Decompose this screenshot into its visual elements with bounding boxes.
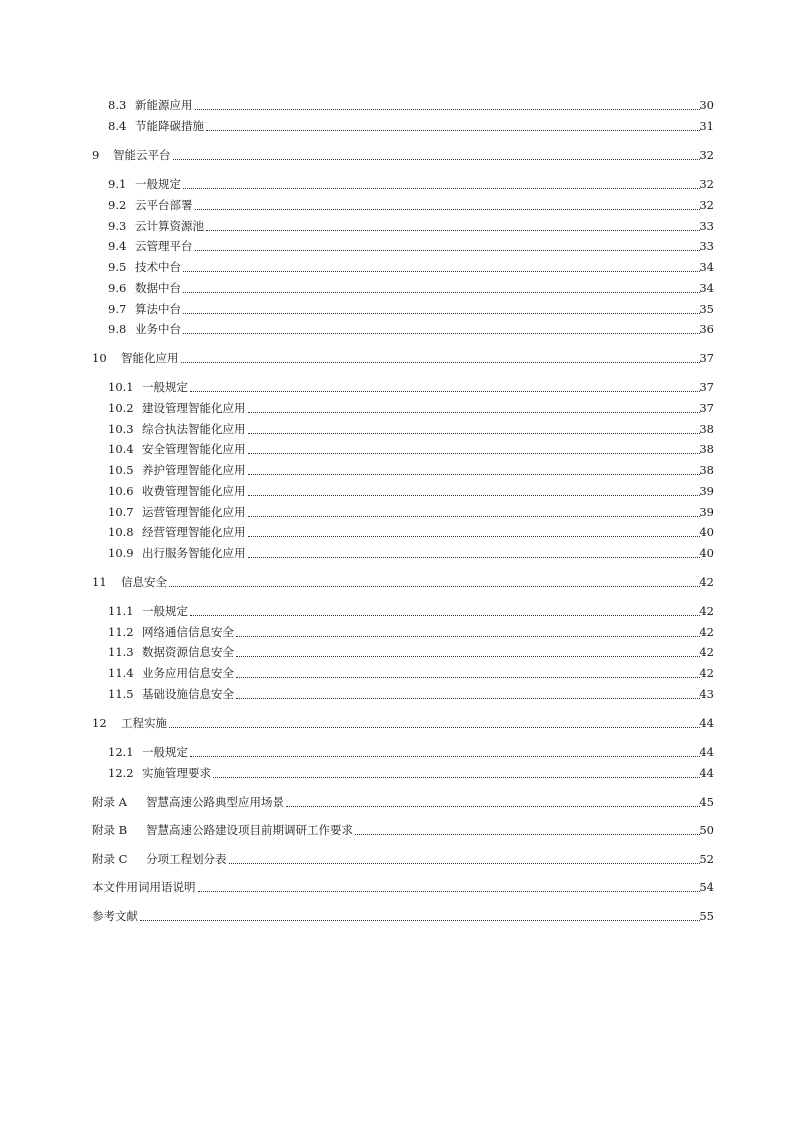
toc-entry-page-number: 38 [699, 442, 714, 456]
toc-entry-page-number: 34 [699, 281, 714, 295]
toc-entry-title: 智慧高速公路建设项目前期调研工作要求 [146, 823, 353, 837]
toc-dot-leader [248, 503, 700, 517]
toc-dot-leader [169, 714, 700, 728]
toc-entry-number: 附录 B [92, 823, 128, 837]
toc-entry-title: 综合执法智能化应用 [142, 422, 246, 436]
toc-entry-page-number: 37 [699, 401, 714, 415]
toc-entry-number: 10.2 [108, 401, 134, 415]
toc-entry-page-number: 34 [699, 260, 714, 274]
toc-entry-page-number: 44 [699, 716, 714, 730]
toc-entry-title: 算法中台 [135, 302, 181, 316]
toc-entry[interactable] [0, 482, 793, 500]
toc-entry[interactable] [0, 461, 793, 479]
toc-entry[interactable] [0, 573, 793, 591]
toc-entry-page-number: 42 [699, 666, 714, 680]
toc-entry[interactable] [0, 544, 793, 562]
toc-entry[interactable] [0, 399, 793, 417]
toc-entry-number: 11.2 [108, 625, 134, 639]
toc-entry[interactable] [0, 237, 793, 255]
toc-entry-page-number: 32 [699, 198, 714, 212]
toc-entry-title: 数据中台 [135, 281, 181, 295]
toc-dot-leader [183, 320, 700, 334]
toc-entry-title: 节能降碳措施 [135, 119, 204, 133]
toc-entry-title: 智慧高速公路典型应用场景 [146, 795, 284, 809]
toc-entry-title: 云管理平台 [135, 239, 193, 253]
toc-dot-leader [248, 399, 700, 413]
toc-entry-page-number: 42 [699, 645, 714, 659]
toc-entry[interactable] [0, 258, 793, 276]
toc-entry-number: 9.6 [108, 281, 127, 295]
toc-dot-leader [183, 175, 700, 189]
toc-entry-title: 信息安全 [121, 575, 167, 589]
toc-entry[interactable] [0, 743, 793, 761]
toc-entry-number: 11.1 [108, 604, 134, 618]
toc-entry-title: 业务应用信息安全 [142, 666, 234, 680]
toc-entry-number: 12 [92, 716, 107, 730]
toc-entry[interactable] [0, 117, 793, 135]
toc-entry-page-number: 42 [699, 575, 714, 589]
toc-entry-title: 网络通信信息安全 [142, 625, 234, 639]
toc-entry-page-number: 45 [699, 795, 714, 809]
toc-dot-leader [206, 117, 700, 131]
toc-entry-title: 分项工程划分表 [146, 852, 227, 866]
toc-entry-title: 收费管理智能化应用 [142, 484, 246, 498]
toc-entry-page-number: 39 [699, 505, 714, 519]
toc-entry-number: 9.8 [108, 322, 127, 336]
toc-entry-page-number: 30 [699, 98, 714, 112]
toc-entry-page-number: 42 [699, 625, 714, 639]
toc-dot-leader [198, 878, 700, 892]
toc-entry-page-number: 33 [699, 219, 714, 233]
toc-dot-leader [248, 420, 700, 434]
toc-dot-leader [140, 907, 700, 921]
toc-entry-title: 云计算资源池 [135, 219, 204, 233]
toc-dot-leader [248, 482, 700, 496]
toc-entry-page-number: 55 [699, 909, 714, 923]
toc-entry[interactable] [0, 349, 793, 367]
toc-dot-leader [248, 461, 700, 475]
toc-entry-number: 11.3 [108, 645, 134, 659]
toc-entry-title: 工程实施 [121, 716, 167, 730]
toc-entry-page-number: 54 [699, 880, 714, 894]
toc-entry[interactable] [0, 440, 793, 458]
toc-entry-number: 9.5 [108, 260, 127, 274]
toc-entry-title: 参考文献 [92, 909, 138, 923]
toc-entry-title: 安全管理智能化应用 [142, 442, 246, 456]
toc-entry-page-number: 40 [699, 546, 714, 560]
toc-entry-title: 数据资源信息安全 [142, 645, 234, 659]
toc-dot-leader [236, 623, 700, 637]
toc-entry-title: 一般规定 [135, 177, 181, 191]
toc-dot-leader [183, 300, 700, 314]
toc-entry-page-number: 42 [699, 604, 714, 618]
toc-dot-leader [213, 764, 700, 778]
toc-entry-title: 经营管理智能化应用 [142, 525, 246, 539]
toc-entry[interactable] [0, 217, 793, 235]
toc-entry-number: 附录 A [92, 795, 127, 809]
toc-entry-title: 智能化应用 [121, 351, 179, 365]
toc-entry-number: 9.2 [108, 198, 127, 212]
toc-dot-leader [173, 146, 700, 160]
toc-entry-number: 10.7 [108, 505, 134, 519]
toc-entry-number: 9.1 [108, 177, 127, 191]
toc-entry-title: 技术中台 [135, 260, 181, 274]
toc-entry-title: 新能源应用 [135, 98, 193, 112]
toc-entry-number: 8.3 [108, 98, 127, 112]
toc-entry-number: 10 [92, 351, 107, 365]
toc-dot-leader [195, 96, 700, 110]
toc-entry-number: 附录 C [92, 852, 128, 866]
toc-dot-leader [286, 793, 700, 807]
toc-entry[interactable] [0, 378, 793, 396]
toc-entry[interactable] [0, 685, 793, 703]
toc-entry[interactable] [0, 175, 793, 193]
toc-entry-page-number: 39 [699, 484, 714, 498]
toc-entry-page-number: 31 [699, 119, 714, 133]
toc-entry-page-number: 50 [699, 823, 714, 837]
toc-dot-leader [236, 664, 700, 678]
toc-entry-page-number: 35 [699, 302, 714, 316]
toc-entry-number: 9.3 [108, 219, 127, 233]
toc-entry[interactable] [0, 96, 793, 114]
toc-dot-leader [195, 237, 700, 251]
toc-entry-number: 12.2 [108, 766, 134, 780]
toc-entry-title: 智能云平台 [113, 148, 171, 162]
toc-entry-number: 10.5 [108, 463, 134, 477]
toc-entry-page-number: 43 [699, 687, 714, 701]
toc-entry[interactable] [0, 320, 793, 338]
toc-entry[interactable] [0, 850, 793, 868]
toc-entry-number: 11.4 [108, 666, 134, 680]
toc-dot-leader [248, 523, 700, 537]
toc-entry-number: 9 [92, 148, 100, 162]
toc-entry-title: 云平台部署 [135, 198, 193, 212]
toc-entry[interactable] [0, 196, 793, 214]
toc-entry-title: 一般规定 [142, 604, 188, 618]
toc-entry-number: 11 [92, 575, 107, 589]
toc-dot-leader [190, 378, 700, 392]
toc-entry-title: 业务中台 [135, 322, 181, 336]
toc-entry-number: 8.4 [108, 119, 127, 133]
toc-entry-number: 9.4 [108, 239, 127, 253]
toc-entry-page-number: 52 [699, 852, 714, 866]
toc-dot-leader [190, 602, 700, 616]
toc-dot-leader [206, 217, 700, 231]
toc-entry-page-number: 36 [699, 322, 714, 336]
toc-entry-title: 养护管理智能化应用 [142, 463, 246, 477]
toc-entry[interactable] [0, 623, 793, 641]
toc-entry-page-number: 37 [699, 380, 714, 394]
toc-entry-number: 10.9 [108, 546, 134, 560]
toc-entry[interactable] [0, 602, 793, 620]
toc-entry[interactable] [0, 714, 793, 732]
toc-entry[interactable] [0, 764, 793, 782]
toc-entry-title: 出行服务智能化应用 [142, 546, 246, 560]
toc-entry-page-number: 33 [699, 239, 714, 253]
toc-entry-number: 10.6 [108, 484, 134, 498]
toc-entry[interactable] [0, 523, 793, 541]
toc-entry-title: 基础设施信息安全 [142, 687, 234, 701]
toc-dot-leader [169, 573, 700, 587]
toc-entry-number: 9.7 [108, 302, 127, 316]
toc-entry-page-number: 40 [699, 525, 714, 539]
toc-entry[interactable] [0, 793, 793, 811]
toc-entry[interactable] [0, 420, 793, 438]
toc-dot-leader [248, 544, 700, 558]
toc-entry-page-number: 38 [699, 422, 714, 436]
toc-entry[interactable] [0, 664, 793, 682]
toc-entry-page-number: 37 [699, 351, 714, 365]
toc-entry-page-number: 32 [699, 148, 714, 162]
toc-entry[interactable] [0, 146, 793, 164]
toc-dot-leader [183, 258, 700, 272]
toc-entry-page-number: 38 [699, 463, 714, 477]
toc-entry-title: 一般规定 [142, 380, 188, 394]
toc-entry-title: 实施管理要求 [142, 766, 211, 780]
toc-dot-leader [236, 643, 700, 657]
toc-dot-leader [248, 440, 700, 454]
toc-entry-number: 10.3 [108, 422, 134, 436]
toc-entry-page-number: 44 [699, 745, 714, 759]
toc-entry-page-number: 44 [699, 766, 714, 780]
toc-entry[interactable] [0, 643, 793, 661]
toc-entry-title: 本文件用词用语说明 [92, 880, 196, 894]
toc-entry[interactable] [0, 300, 793, 318]
toc-entry[interactable] [0, 279, 793, 297]
toc-entry-number: 10.1 [108, 380, 134, 394]
toc-entry-number: 11.5 [108, 687, 134, 701]
toc-dot-leader [195, 196, 700, 210]
toc-dot-leader [229, 850, 700, 864]
toc-entry-page-number: 32 [699, 177, 714, 191]
toc-dot-leader [190, 743, 700, 757]
toc-dot-leader [236, 685, 700, 699]
toc-dot-leader [181, 349, 700, 363]
toc-entry[interactable] [0, 821, 793, 839]
toc-entry-number: 10.8 [108, 525, 134, 539]
toc-entry[interactable] [0, 878, 793, 896]
toc-entry-number: 12.1 [108, 745, 134, 759]
toc-entry-title: 运营管理智能化应用 [142, 505, 246, 519]
toc-entry-title: 一般规定 [142, 745, 188, 759]
toc-entry[interactable] [0, 503, 793, 521]
toc-entry-title: 建设管理智能化应用 [142, 401, 246, 415]
toc-entry-number: 10.4 [108, 442, 134, 456]
toc-dot-leader [183, 279, 700, 293]
toc-entry[interactable] [0, 907, 793, 925]
toc-dot-leader [355, 821, 700, 835]
